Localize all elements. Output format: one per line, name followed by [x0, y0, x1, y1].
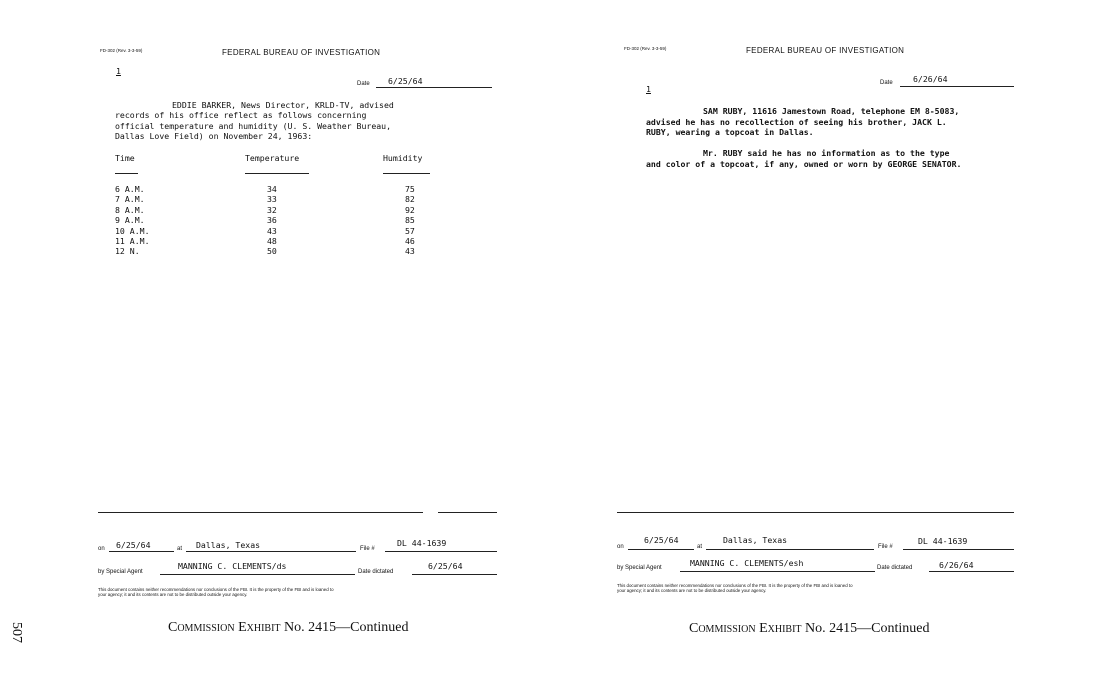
footer-rule	[98, 512, 423, 513]
para1-line-2: advised he has no recollection of seeing his brother, JACK L.	[646, 116, 947, 127]
disclaimer-line-1: This document contains neither recommendations nor conclusions of the FBI. It is the property of the FBI and is loaned to	[617, 583, 853, 588]
exhibit-caption	[689, 621, 929, 637]
para1-line-1: SAM RUBY, 11616 Jamestown Road, telephone EM 8-5083,	[703, 106, 960, 116]
document-header: FEDERAL BUREAU OF INVESTIGATION	[746, 46, 905, 55]
footer-rule-short	[438, 512, 497, 513]
time-cell: 10 A.M.	[115, 225, 150, 236]
date-underline	[900, 86, 1014, 87]
page-number: 507	[9, 622, 24, 643]
humidity-underline	[383, 173, 430, 174]
at-label: at	[697, 544, 703, 550]
on-underline	[628, 549, 694, 550]
dictated-underline	[929, 571, 1014, 572]
on-label: on	[98, 546, 105, 552]
at-value: Dallas, Texas	[196, 540, 261, 550]
table-row	[115, 246, 415, 256]
item-number: 1	[646, 84, 651, 94]
disclaimer-line-1: This document contains neither recommendations nor conclusions of the FBI. It is the property of the FBI and is loaned to	[98, 587, 334, 592]
agent-value: MANNING C. CLEMENTS/esh	[690, 558, 804, 568]
dictated-underline	[412, 574, 497, 575]
time-cell: 7 A.M.	[115, 194, 145, 205]
table-row	[115, 205, 415, 215]
form-number: FD-302 (Rev. 3-3-59)	[624, 46, 667, 51]
disclaimer-line-2: your agency; it and its contents are not to be distributed outside your agency.	[617, 588, 767, 593]
dictated-label: Date dictated	[358, 569, 394, 575]
agent-underline	[160, 574, 355, 575]
table-header-humidity: Humidity	[383, 153, 423, 163]
table-header-temperature: Temperature	[245, 153, 300, 163]
exhibit-caption-title: Commission Exhibit	[689, 621, 802, 636]
date-underline	[376, 87, 492, 88]
exhibit-caption-title: Commission Exhibit	[168, 620, 281, 635]
on-label: on	[617, 544, 624, 550]
time-cell: 9 A.M.	[115, 215, 145, 226]
dictated-label: Date dictated	[877, 565, 913, 571]
exhibit-caption-number: No. 2415—Continued	[805, 621, 930, 636]
exhibit-caption-number: No. 2415—Continued	[284, 620, 409, 635]
at-underline	[706, 549, 874, 550]
humidity-cell: 75	[405, 184, 415, 194]
report-date: 6/25/64	[388, 76, 423, 86]
document-header: FEDERAL BUREAU OF INVESTIGATION	[222, 48, 381, 57]
body-line-2: records of his office reflect as follows concerning	[115, 110, 367, 120]
file-underline	[903, 549, 1014, 550]
at-underline	[186, 551, 356, 552]
item-number: 1	[116, 66, 121, 76]
time-cell: 12 N.	[115, 246, 140, 257]
table-row	[115, 236, 415, 246]
disclaimer-line-2: your agency; it and its contents are not to be distributed outside your agency.	[98, 592, 248, 597]
agent-value: MANNING C. CLEMENTS/ds	[178, 561, 287, 571]
temperature-cell: 43	[267, 225, 277, 236]
temperature-cell: 32	[267, 204, 277, 215]
weather-table	[115, 184, 415, 257]
temperature-cell: 36	[267, 215, 277, 226]
report-date: 6/26/64	[913, 74, 948, 84]
humidity-cell: 57	[405, 225, 415, 236]
humidity-cell: 46	[405, 236, 415, 247]
at-value: Dallas, Texas	[723, 535, 788, 545]
footer-rule	[617, 512, 1014, 513]
temperature-cell: 33	[267, 194, 277, 205]
date-label: Date	[357, 81, 370, 87]
temperature-cell: 48	[267, 236, 277, 247]
on-underline	[109, 551, 174, 552]
agent-label: by Special Agent	[98, 569, 143, 575]
file-value: DL 44-1639	[918, 536, 968, 546]
temperature-cell: 50	[267, 246, 277, 257]
table-row	[115, 194, 415, 204]
dictated-value: 6/26/64	[939, 560, 974, 570]
file-label: File #	[878, 544, 893, 550]
table-header-time: Time	[115, 153, 135, 163]
file-label: File #	[360, 546, 375, 552]
exhibit-caption	[168, 620, 408, 636]
file-value: DL 44-1639	[397, 538, 447, 548]
time-cell: 11 A.M.	[115, 236, 150, 247]
table-row	[115, 226, 415, 236]
body-line-4: Dallas Love Field) on November 24, 1963:	[115, 131, 313, 141]
agent-underline	[680, 571, 875, 572]
humidity-cell: 85	[405, 215, 415, 226]
temperature-underline	[245, 173, 309, 174]
on-value: 6/25/64	[644, 535, 679, 545]
dictated-value: 6/25/64	[428, 561, 463, 571]
body-line-3: official temperature and humidity (U. S. Weather Bureau,	[115, 120, 392, 131]
temperature-cell: 34	[267, 184, 277, 194]
time-underline	[115, 173, 138, 174]
date-label: Date	[880, 80, 893, 86]
humidity-cell: 82	[405, 194, 415, 205]
para2-line-1: Mr. RUBY said he has no information as to the type	[703, 148, 950, 158]
file-underline	[385, 551, 497, 552]
on-value: 6/25/64	[116, 540, 151, 550]
humidity-cell: 43	[405, 246, 415, 257]
time-cell: 6 A.M.	[115, 184, 145, 194]
table-row	[115, 184, 415, 194]
para2-line-2: and color of a topcoat, if any, owned or worn by GEORGE SENATOR.	[646, 158, 962, 169]
para1-line-3: RUBY, wearing a topcoat in Dallas.	[646, 127, 814, 137]
agent-label: by Special Agent	[617, 565, 662, 571]
body-line-1: EDDIE BARKER, News Director, KRLD-TV, advised	[172, 100, 394, 110]
humidity-cell: 92	[405, 204, 415, 215]
time-cell: 8 A.M.	[115, 204, 145, 215]
form-number: FD-302 (Rev. 3-3-59)	[100, 48, 143, 53]
table-row	[115, 215, 415, 225]
at-label: at	[177, 546, 183, 552]
